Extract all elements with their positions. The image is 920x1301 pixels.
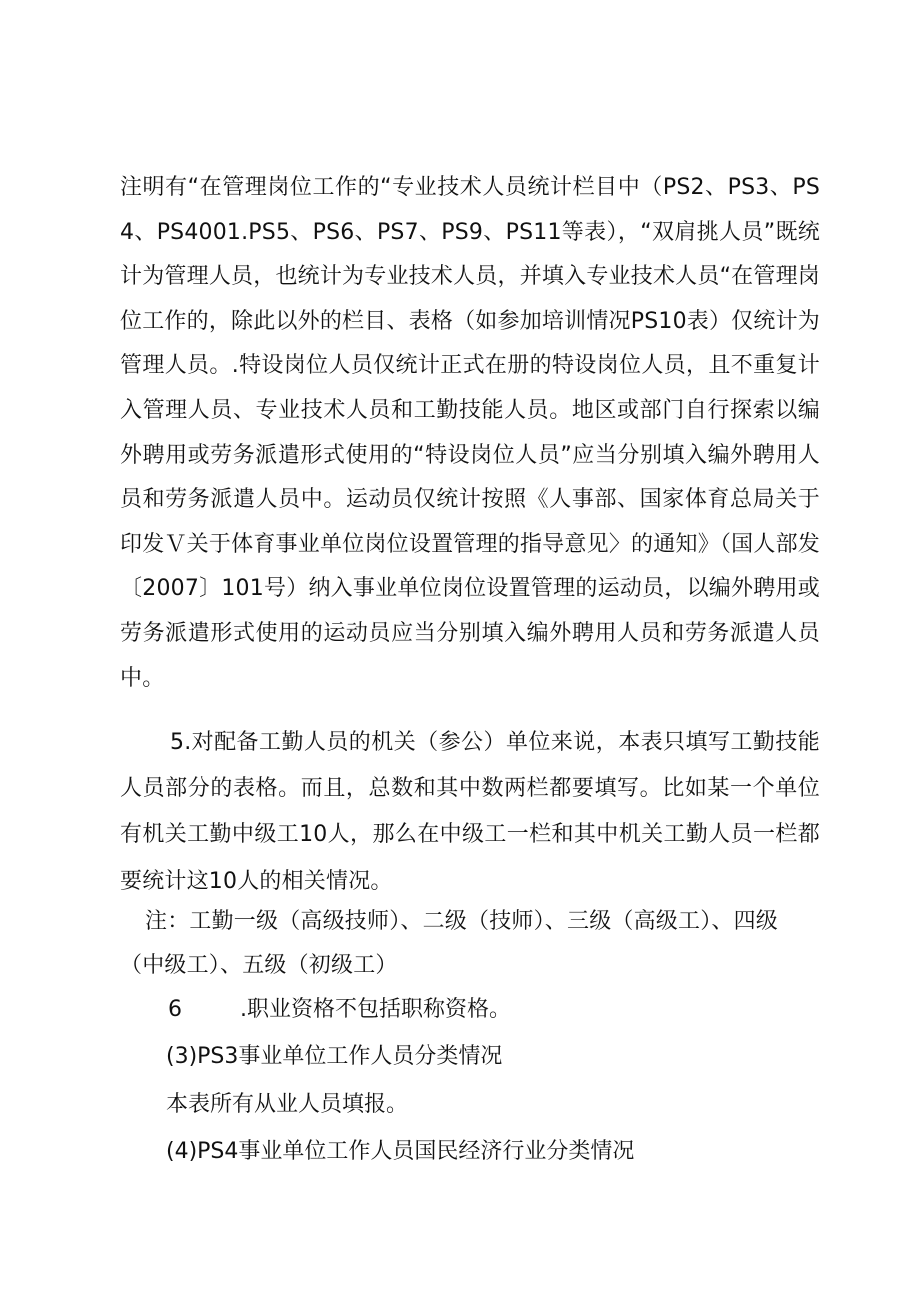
ps3-report-note: 本表所有从业人员填报。 bbox=[166, 1092, 409, 1117]
note-paragraph: 注：工勤一级（高级技师）、二级（技师）、三级（高级工）、四级（中级工）、五级（初级工） bbox=[120, 909, 779, 978]
ps4-heading: (4)PS4事业单位工作人员国民经济行业分类情况 bbox=[166, 1139, 635, 1164]
item-5-paragraph: 5.对配备工勤人员的机关（参公）单位来说，本表只填写工勤技能人员部分的表格。而且，总数和其中数两栏都要填写。比如某一个单位有机关工勤中级工10人，那么在中级工一栏和其中机关工勤人员一栏都要统计这10人的相关情况。 bbox=[120, 730, 820, 894]
ps3-heading: (3)PS3事业单位工作人员分类情况 bbox=[166, 1044, 503, 1069]
main-paragraph: 注明有“在管理岗位工作的“专业技术人员统计栏目中（PS2、PS3、PS4、PS4001.PS5、PS6、PS7、PS9、PS11等表），“双肩挑人员”既统计为管理人员，也统计为专业技术人员，并填入专业技术人员“在管理岗位工作的，除此以外的栏目、表格（如参加培训情况PS10表）仅统计为管理人员。.特设岗位人员仅统计正式在册的特设岗位人员，且不重复计入管理人员、专业技术人员和工勤技能人员。地区或部门自行探索以编外聘用或劳务派遣形式使用的“特设岗位人员”应当分别填入编外聘用人员和劳务派遣人员中。运动员仅统计按照《人事部、国家体育总局关于印发Ｖ关于体育事业单位岗位设置管理的指导意见〉的通知》（国人部发〔2007〕101号）纳入事业单位岗位设置管理的运动员，以编外聘用或劳务派遣形式使用的运动员应当分别填入编外聘用人员和劳务派遣人员中。 bbox=[120, 175, 820, 691]
item-6-line bbox=[168, 995, 511, 1025]
item-6-text: .职业资格不包括职称资格。 bbox=[240, 997, 511, 1022]
item-6-number: 6 bbox=[168, 997, 182, 1022]
